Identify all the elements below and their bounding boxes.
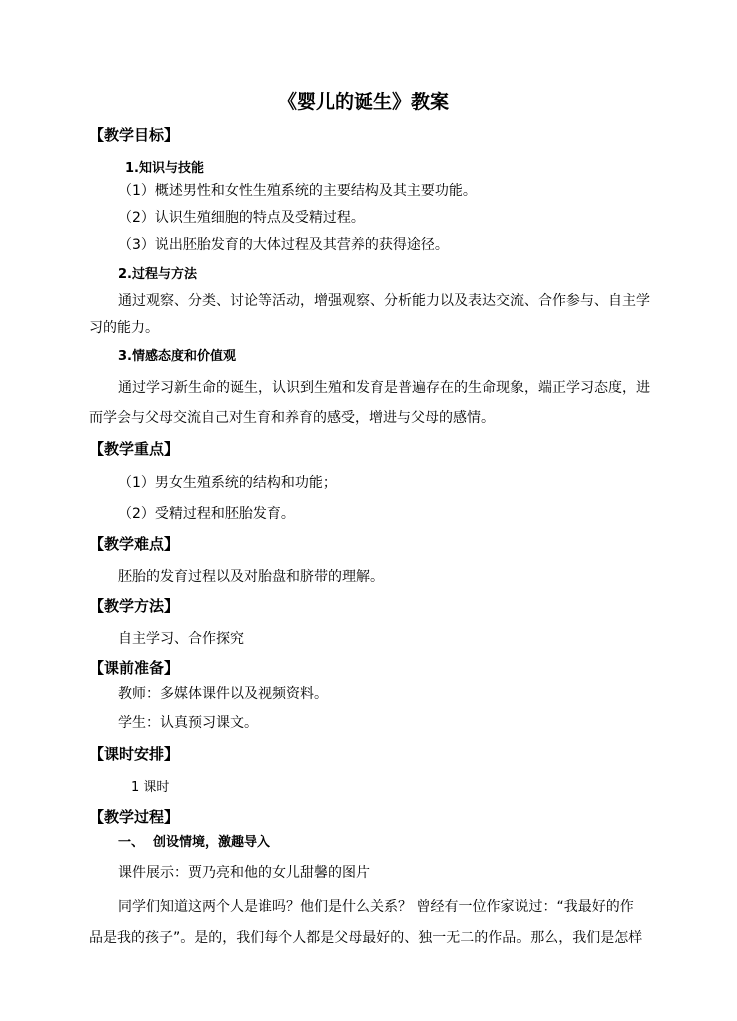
document-title: 《婴儿的诞生》教案 [278,91,450,113]
preparation-teacher: 教师：多媒体课件以及视频资料。 [118,686,328,702]
section-heading-difficulties: 【教学难点】 [89,535,180,553]
objective-item: （2）认识生殖细胞的特点及受精过程。 [118,210,365,226]
schedule-text: 1 课时 [131,780,170,795]
section-heading-methods: 【教学方法】 [89,597,180,615]
key-point-item: （1）男女生殖系统的结构和功能； [118,475,337,491]
paragraph-line: 品是我的孩子”。是的，我们每个人都是父母最好的、独一无二的作品。那么，我们是怎样 [89,930,643,946]
courseware-display: 课件展示：贾乃亮和他的女儿甜馨的图片 [118,865,370,881]
paragraph-line: 通过观察、分类、讨论等活动，增强观察、分析能力以及表达交流、合作参与、自主学 [118,293,650,309]
objective-item: （3）说出胚胎发育的大体过程及其营养的获得途径。 [118,237,449,253]
section-heading-schedule: 【课时安排】 [89,745,180,763]
subheading-attitude-values: 3.情感态度和价值观 [118,349,236,364]
process-step-heading: 一、 创设情境，激趣导入 [118,835,271,850]
section-heading-key-points: 【教学重点】 [89,440,180,458]
key-point-item: （2）受精过程和胚胎发育。 [118,506,295,522]
section-heading-preparation: 【课前准备】 [89,659,180,677]
subheading-knowledge-skills: 1.知识与技能 [125,161,204,176]
section-heading-process: 【教学过程】 [89,808,180,826]
paragraph-line: 通过学习新生命的诞生，认识到生殖和发育是普遍存在的生命现象，端正学习态度，进 [118,380,650,396]
paragraph-line: 习的能力。 [89,320,159,336]
difficulty-text: 胚胎的发育过程以及对胎盘和脐带的理解。 [118,569,384,585]
paragraph-line: 同学们知道这两个人是谁吗？他们是什么关系？ 曾经有一位作家说过：“我最好的作 [118,899,634,915]
subheading-process-methods: 2.过程与方法 [118,267,197,282]
paragraph-line: 而学会与父母交流自己对生育和养育的感受，增进与父母的感情。 [89,410,495,426]
methods-text: 自主学习、合作探究 [118,631,244,647]
section-heading-objectives: 【教学目标】 [89,126,180,144]
objective-item: （1）概述男性和女性生殖系统的主要结构及其主要功能。 [118,183,477,199]
preparation-student: 学生：认真预习课文。 [118,715,258,731]
